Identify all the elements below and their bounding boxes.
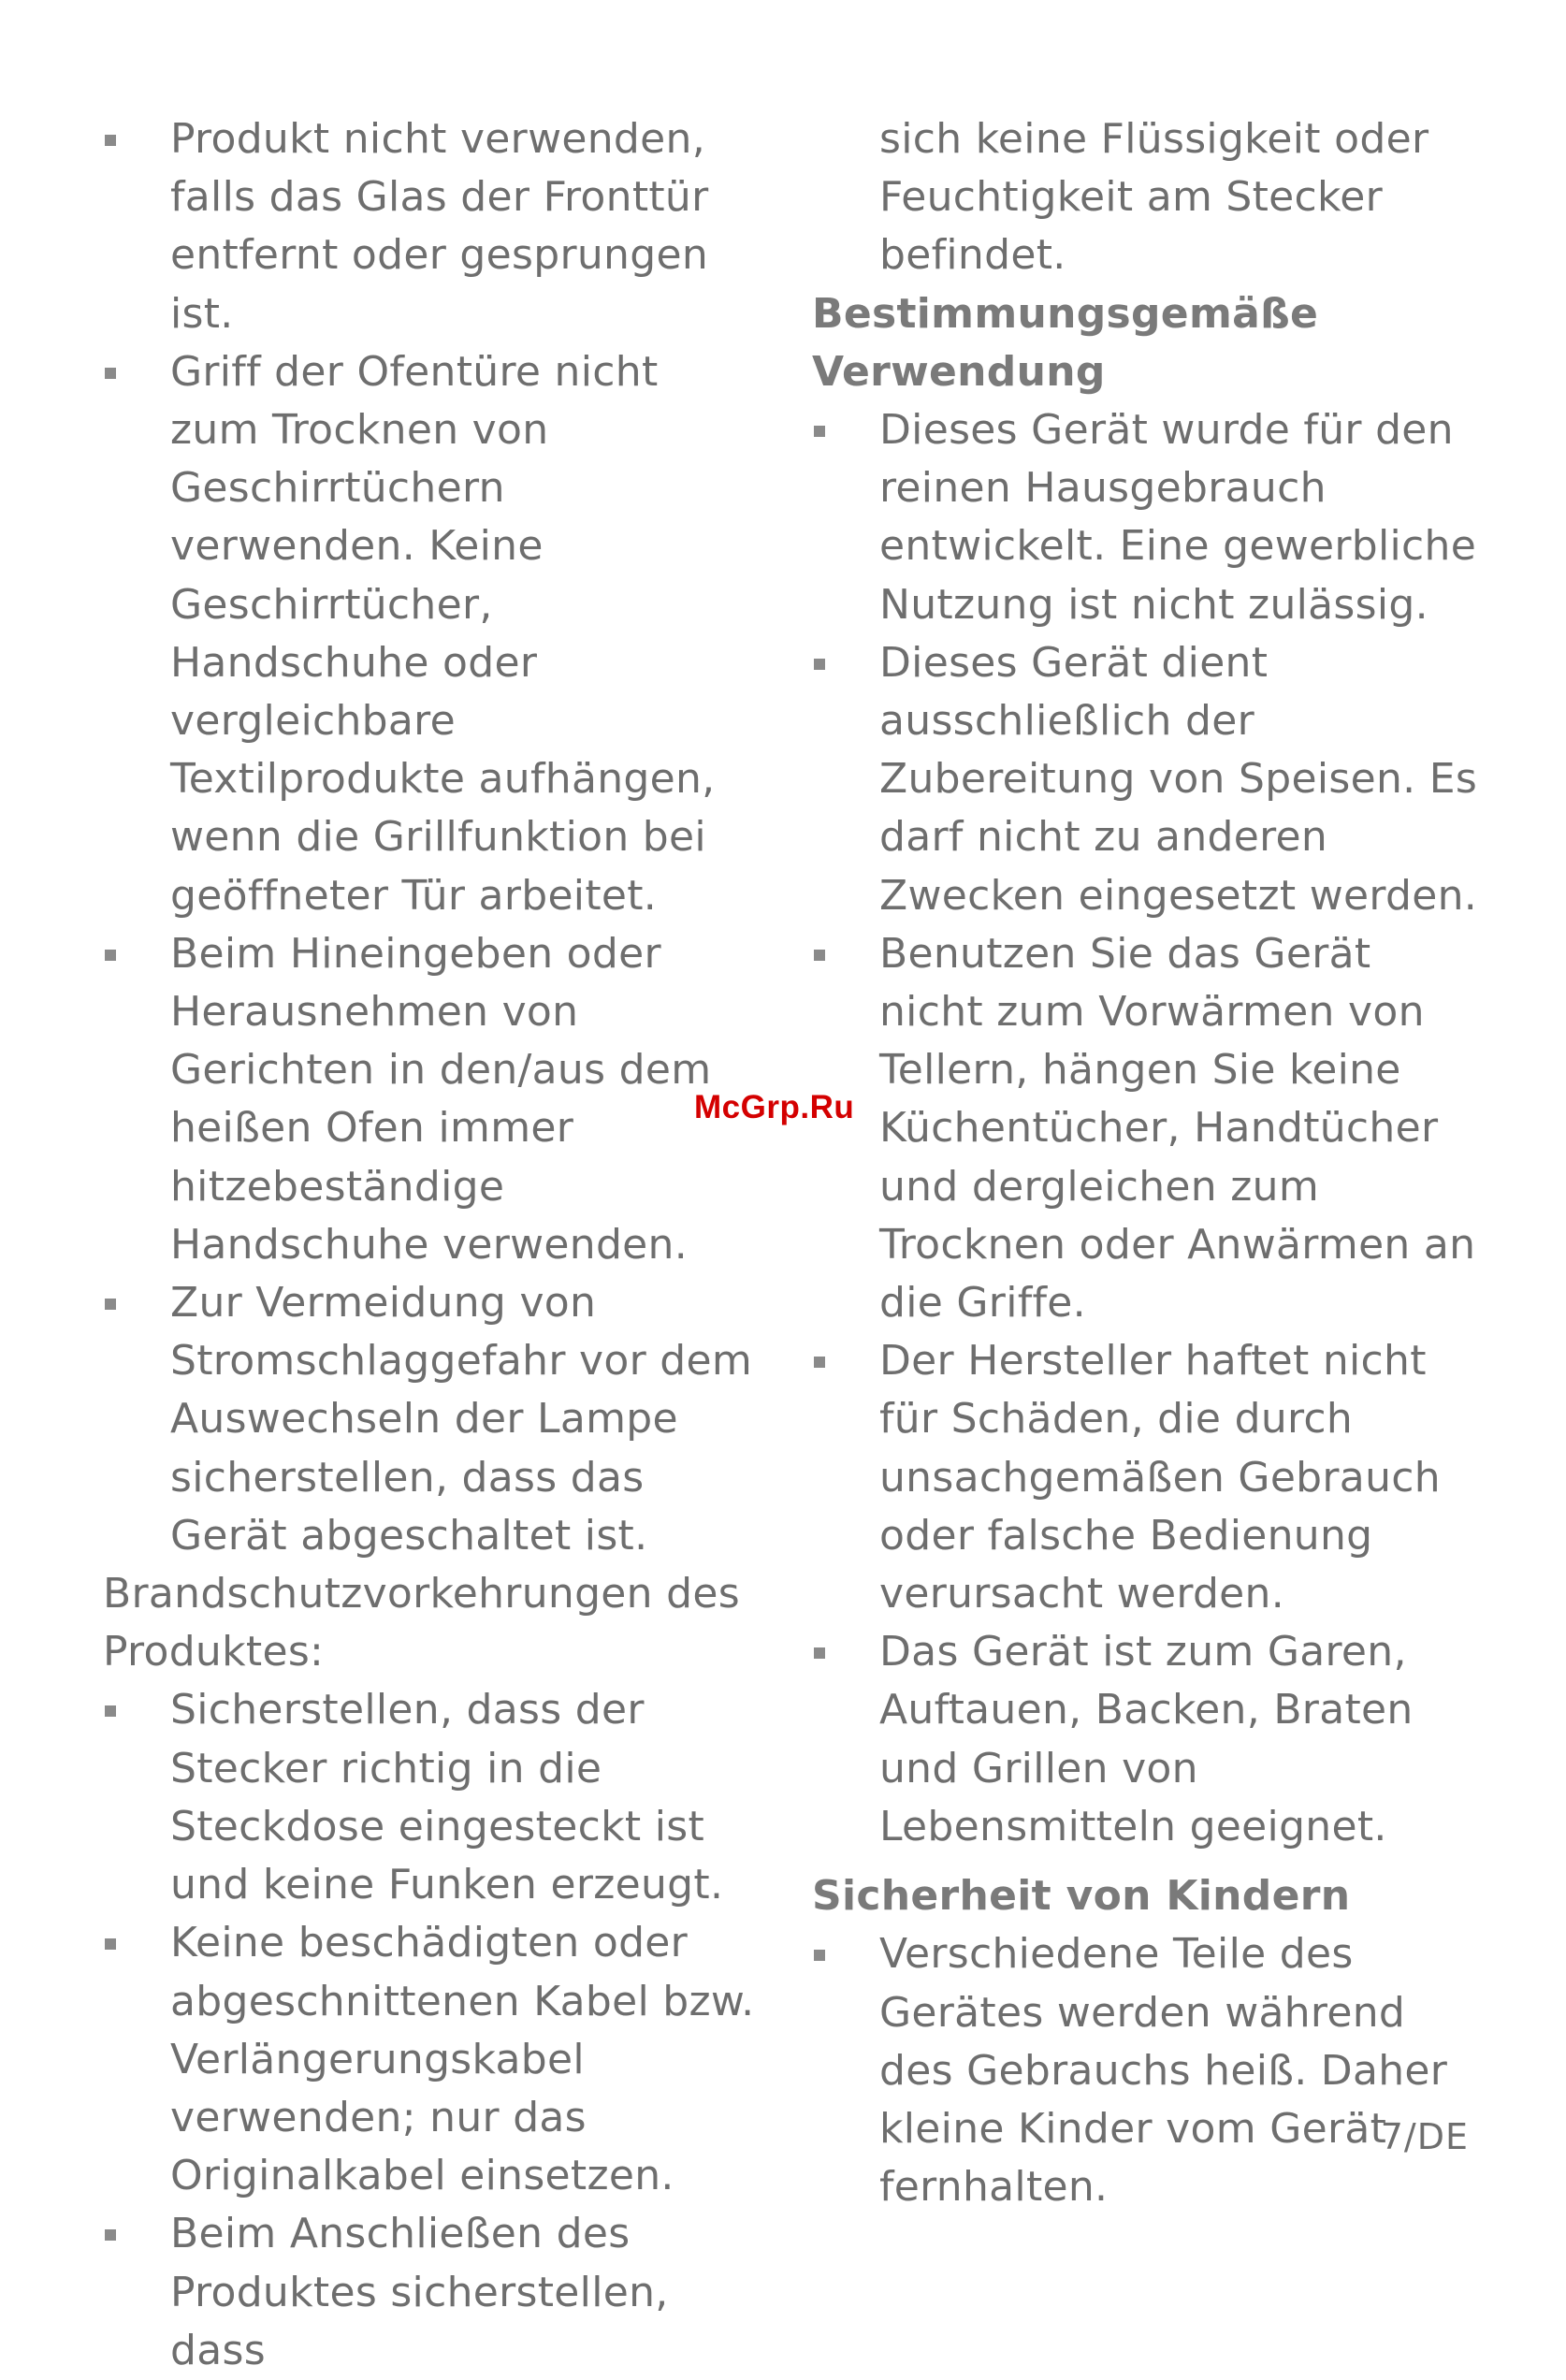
bullet-icon [814, 1647, 825, 1659]
list-item [812, 1332, 1486, 1623]
list-item [103, 1274, 758, 1565]
page-number: 7/DE [1380, 2116, 1469, 2157]
list-item [103, 1681, 758, 1914]
list-item-text: Zur Vermeidung von Stromschlaggefahr vor dem Auswechseln der Lampe sicherstellen, dass das Gerät abgeschaltet ist. [170, 1279, 753, 1560]
list-item [103, 1914, 758, 2205]
list-item-text: Produkt nicht verwenden, falls das Glas der Fronttür entfernt oder gesprungen ist. [170, 115, 709, 338]
list-item-text: Dieses Gerät wurde für den reinen Hausgebrauch entwickelt. Eine gewerbliche Nutzung ist nicht zulässig. [879, 406, 1477, 629]
list-item-text: Keine beschädigten oder abgeschnittenen Kabel bzw. Verlängerungskabel verwenden; nur das Originalkabel einsetzen. [170, 1919, 755, 2200]
bullet-icon [105, 368, 116, 379]
list-item-text: Griff der Ofentüre nicht zum Trocknen von Geschirrtüchern verwenden. Keine Geschirrtücher, Handschuhe oder vergleichbare Textilprodukte aufhängen, wenn die Grillfunktion bei geöffneter Tür arbeitet. [170, 347, 716, 920]
bullet-icon [814, 1950, 825, 1961]
continued-paragraph: sich keine Flüssigkeit oder Feuchtigkeit am Stecker befindet. [879, 115, 1429, 280]
bullet-icon [814, 950, 825, 961]
section-heading: Sicherheit von Kindern [812, 1872, 1351, 1921]
list-item-text: Dieses Gerät dient ausschließlich der Zubereitung von Speisen. Es darf nicht zu anderen Zwecken eingesetzt werden. [879, 638, 1478, 920]
right-column [812, 110, 1486, 2216]
section-paragraph: Brandschutzvorkehrungen des Produktes: [103, 1570, 740, 1676]
list-item [103, 343, 758, 925]
list-item [812, 1925, 1486, 2216]
list-item-text: Der Hersteller haftet nicht für Schäden, die durch unsachgemäßen Gebrauch oder falsche Bedienung verursacht werden. [879, 1337, 1441, 1618]
list-item [812, 925, 1486, 1332]
bullet-icon [105, 1938, 116, 1950]
watermark: McGrp.Ru [694, 1089, 855, 1125]
bullet-icon [814, 1357, 825, 1368]
bullet-icon [814, 659, 825, 670]
list-item [812, 401, 1486, 634]
bullet-icon [105, 135, 116, 146]
list-item-text: Sicherstellen, dass der Stecker richtig in die Steckdose eingesteckt ist und keine Funken erzeugt. [170, 1686, 724, 1909]
list-item [812, 634, 1486, 925]
bullet-icon [814, 426, 825, 437]
section-heading: Bestimmungsgemäße Verwendung [812, 289, 1319, 396]
bullet-icon [105, 2229, 116, 2241]
bullet-icon [105, 1705, 116, 1717]
bullet-icon [105, 1299, 116, 1310]
list-item-text: Beim Anschließen des Produktes sicherstellen, dass [170, 2210, 669, 2374]
list-item [103, 110, 758, 343]
list-item-text: Benutzen Sie das Gerät nicht zum Vorwärmen von Tellern, hängen Sie keine Küchentücher, Handtücher und dergleichen zum Trocknen oder Anwärmen an die Griffe. [879, 929, 1476, 1328]
list-item-text: Beim Hineingeben oder Herausnehmen von Gerichten in den/aus dem heißen Ofen immer hitzebeständige Handschuhe verwenden. [170, 929, 712, 1269]
list-item-text: Das Gerät ist zum Garen, Auftauen, Backen, Braten und Grillen von Lebensmitteln geeignet. [879, 1628, 1414, 1850]
left-column [103, 110, 758, 2380]
list-item-text: Verschiedene Teile des Gerätes werden während des Gebrauchs heiß. Daher kleine Kinder vom Gerät fernhalten. [879, 1930, 1448, 2212]
list-item [812, 1623, 1486, 1856]
list-item [103, 2205, 758, 2380]
bullet-icon [105, 950, 116, 961]
list-item [103, 925, 758, 1274]
